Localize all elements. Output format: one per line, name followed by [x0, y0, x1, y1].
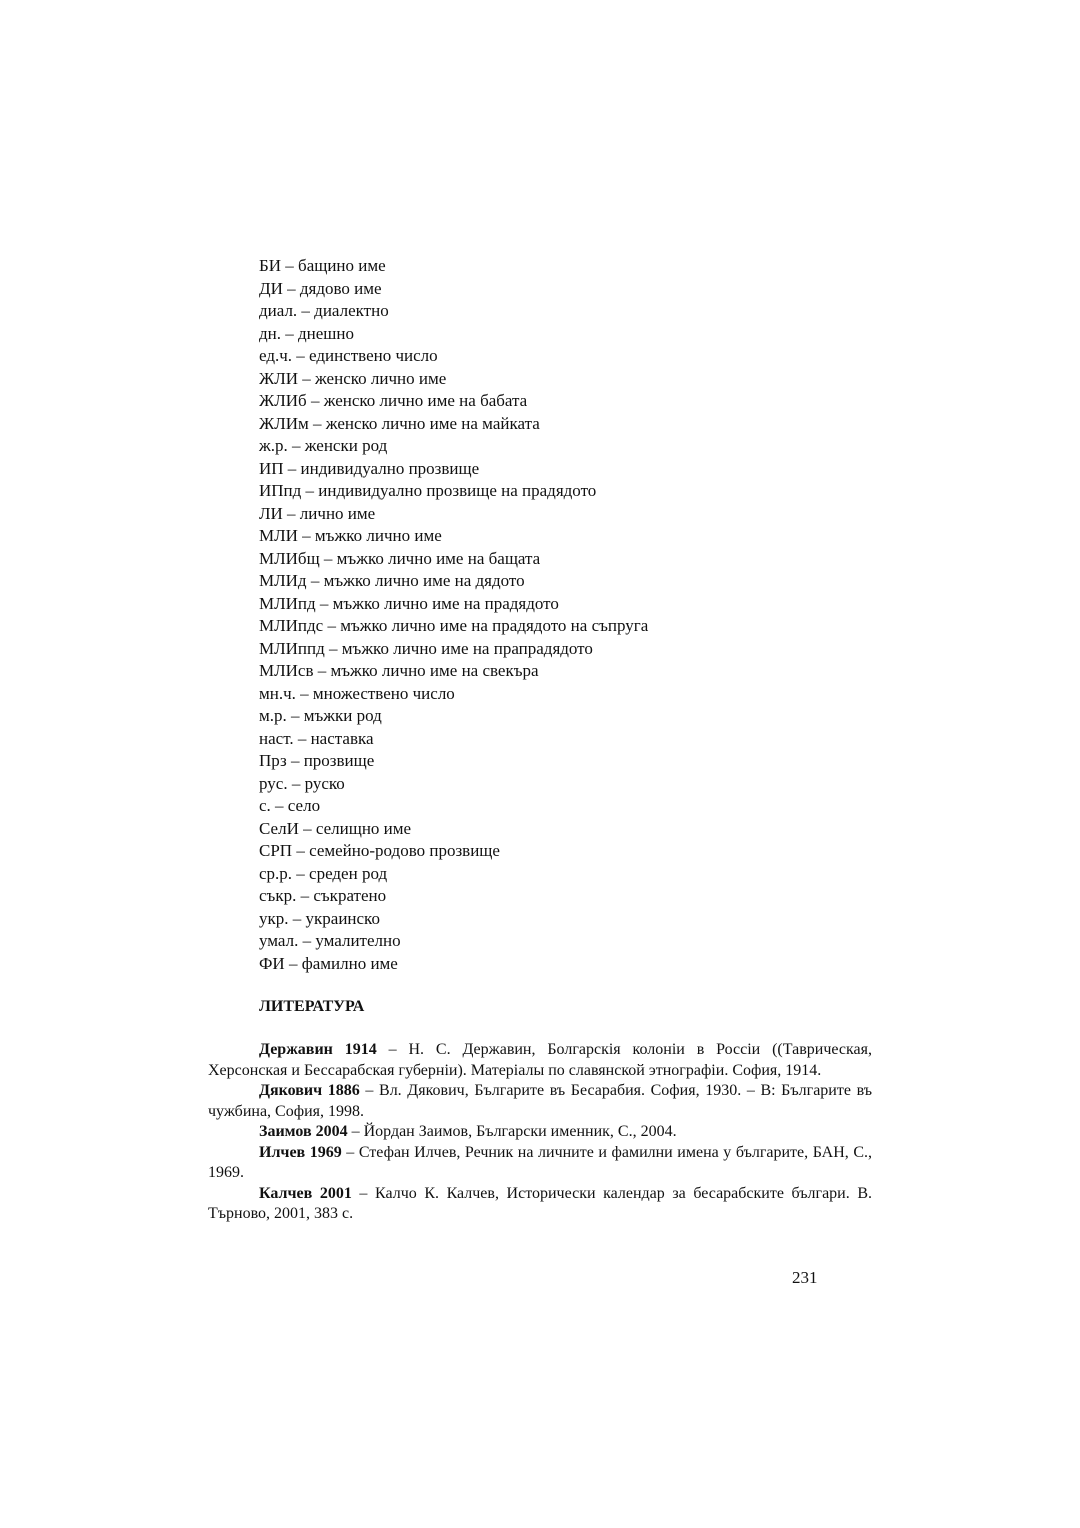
- reference-item: [208, 1184, 872, 1225]
- abbreviation-item: ИПпд – индивидуално прозвище на прадядото: [259, 481, 597, 500]
- abbreviations-list: [259, 255, 648, 975]
- abbreviation-item: мн.ч. – множествено число: [259, 683, 455, 703]
- abbreviation-item: МЛИ – мъжко лично име: [259, 526, 442, 545]
- abbreviation-item: Прз – прозвище: [259, 751, 375, 770]
- reference-key: Державин 1914: [259, 1041, 377, 1058]
- reference-item: [208, 1081, 872, 1122]
- reference-key: Заимов 2004: [259, 1123, 348, 1140]
- reference-item: [208, 1122, 872, 1143]
- reference-text: – Стефан Илчев, Речник на личните и фамилни имена у българите, БАН, С., 1969.: [208, 1143, 872, 1181]
- abbreviation-item: МЛИпдс – мъжко лично име на прадядото на съпруга: [259, 616, 649, 635]
- abbreviation-item: умал. – умалително: [259, 931, 401, 950]
- abbreviation-item: ЖЛИ – женско лично име: [259, 368, 447, 388]
- abbreviation-item: с. – село: [259, 796, 321, 815]
- reference-item: [208, 1040, 872, 1081]
- reference-text: – Йордан Заимов, Български именник, С., 2004.: [347, 1123, 677, 1140]
- abbreviation-item: МЛИд – мъжко лично име на дядото: [259, 571, 525, 590]
- abbreviation-item: ФИ – фамилно име: [259, 953, 398, 973]
- reference-item: [208, 1143, 872, 1184]
- abbreviation-item: БИ – бащино име: [259, 256, 386, 275]
- reference-key: Калчев 2001: [259, 1184, 352, 1202]
- abbreviation-item: наст. – наставка: [259, 728, 374, 748]
- abbreviation-item: ЖЛИм – женско лично име на майката: [259, 413, 540, 433]
- abbreviation-item: дн. – днешно: [259, 323, 354, 343]
- references-list: [208, 1040, 872, 1225]
- abbreviation-item: диал. – диалектно: [259, 301, 389, 320]
- literature-heading: ЛИТЕРАТУРА: [259, 998, 365, 1015]
- abbreviation-item: ед.ч. – единствено число: [259, 346, 438, 365]
- reference-text: – Н. С. Державин, Болгарскiя колонiи в Россiи ((Таврическая, Херсонская и Бессарабская губернiи). Матерiалы по славянской этнографiи. София, 1914.: [208, 1041, 872, 1079]
- abbreviation-item: МЛИппд – мъжко лично име на прапрадядото: [259, 638, 593, 658]
- abbreviation-item: м.р. – мъжки род: [259, 706, 382, 725]
- reference-text: – Вл. Дякович, Българите въ Бесарабия. София, 1930. – В: Българите въ чужбина, София, 1998.: [208, 1082, 872, 1120]
- reference-key: Илчев 1969: [259, 1143, 342, 1161]
- abbreviation-item: ИП – индивидуално прозвище: [259, 458, 480, 478]
- page-number: 231: [792, 1268, 818, 1287]
- abbreviation-item: ж.р. – женски род: [259, 436, 388, 455]
- abbreviation-item: укр. – украинско: [259, 908, 380, 928]
- abbreviation-item: СелИ – селищно име: [259, 818, 412, 838]
- abbreviation-item: ср.р. – среден род: [259, 863, 388, 883]
- abbreviation-item: рус. – руско: [259, 773, 345, 793]
- abbreviation-item: МЛИбщ – мъжко лично име на бащата: [259, 548, 541, 568]
- reference-text: – Калчо К. Калчев, Исторически календар за бесарабските българи. В. Търново, 2001, 383 с.: [208, 1184, 872, 1222]
- abbreviation-item: ЖЛИб – женско лично име на бабата: [259, 391, 528, 410]
- reference-key: Дякович 1886: [259, 1082, 360, 1099]
- abbreviation-item: ЛИ – лично име: [259, 503, 376, 523]
- abbreviation-item: ДИ – дядово име: [259, 278, 382, 298]
- abbreviation-item: МЛИпд – мъжко лично име на прадядото: [259, 593, 559, 613]
- abbreviation-item: СРП – семейно-родово прозвище: [259, 841, 500, 860]
- abbreviation-item: съкр. – съкратено: [259, 886, 387, 905]
- abbreviation-item: МЛИсв – мъжко лично име на свекъра: [259, 661, 539, 680]
